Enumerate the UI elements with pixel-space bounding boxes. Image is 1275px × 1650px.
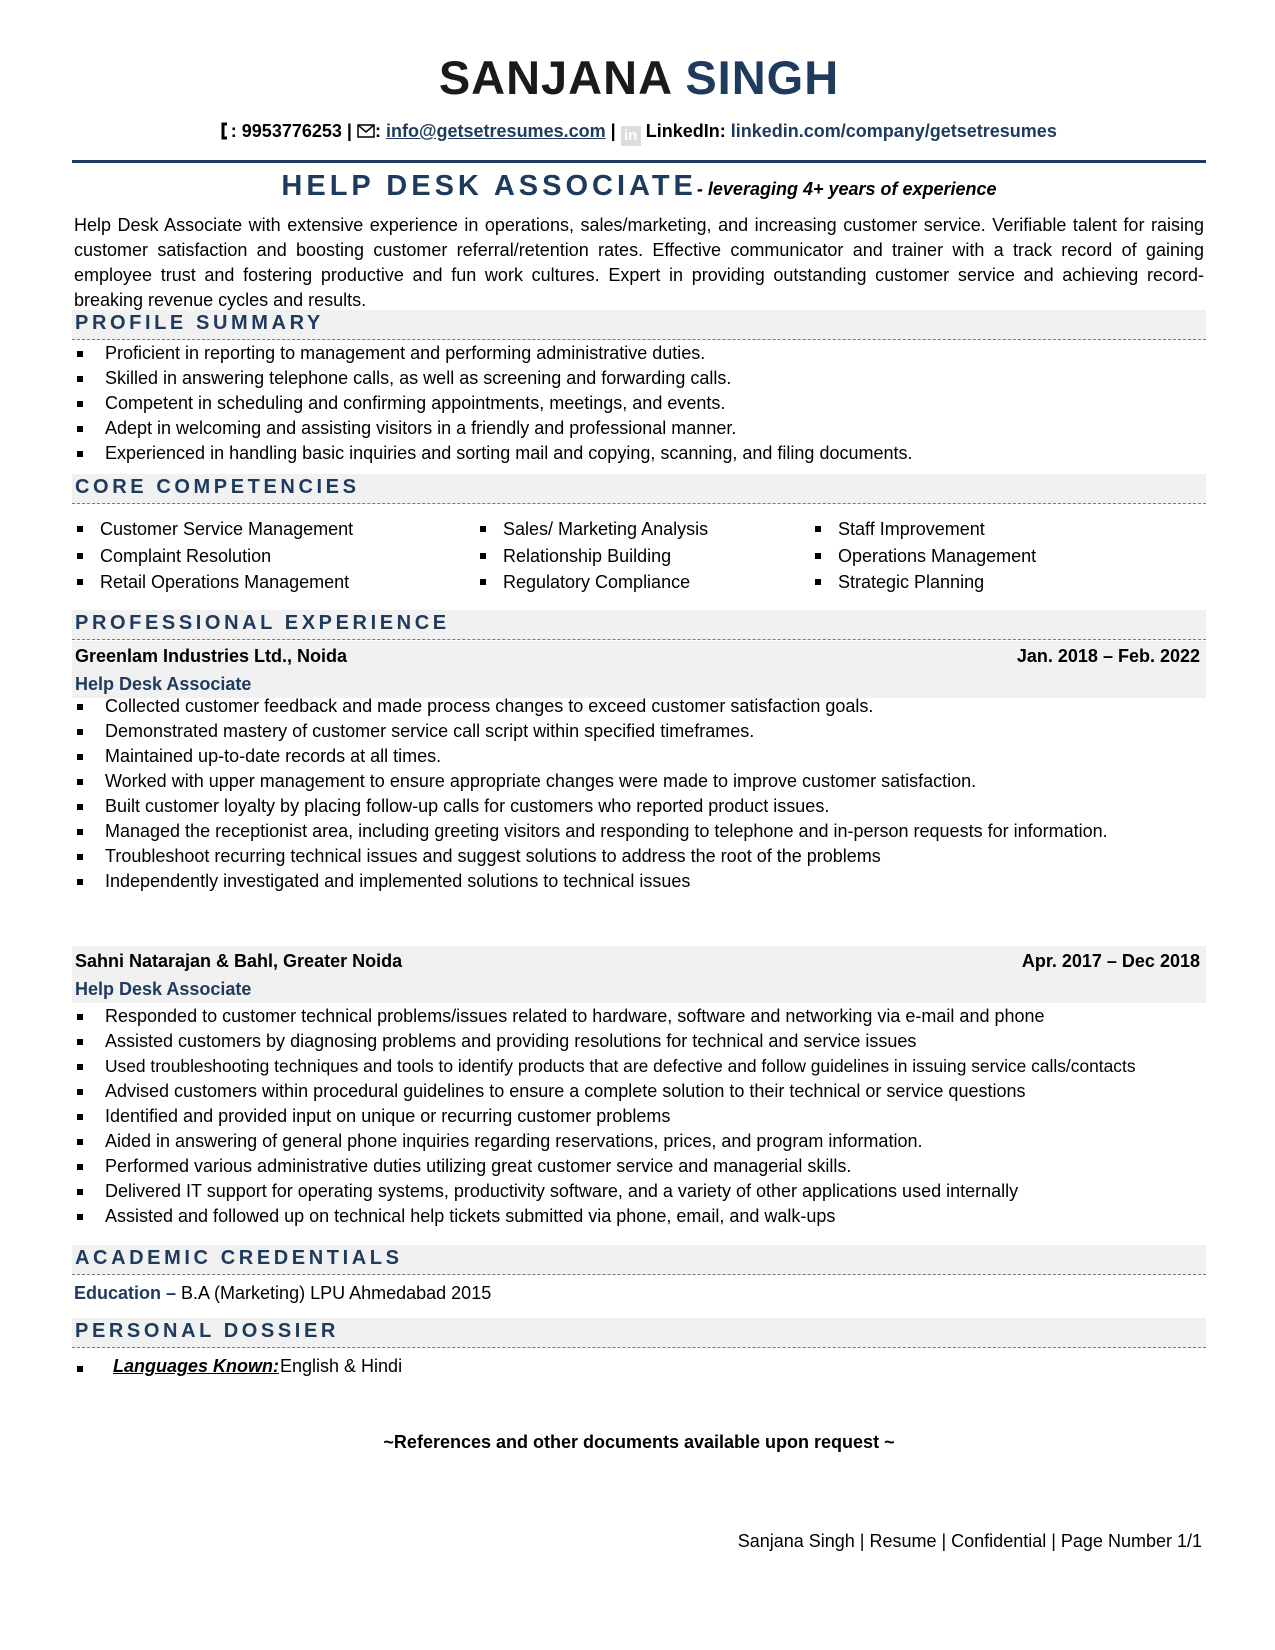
- section-academic-credentials: ACADEMIC CREDENTIALS: [72, 1245, 1206, 1275]
- job-1-list: [72, 694, 1206, 894]
- list-item: Staff Improvement: [810, 516, 1036, 543]
- profile-summary-list: [72, 341, 1206, 466]
- list-item: Relationship Building: [475, 543, 708, 570]
- section-core-competencies: CORE COMPETENCIES: [72, 474, 1206, 504]
- list-item: Complaint Resolution: [72, 543, 353, 570]
- last-name: SINGH: [685, 51, 840, 104]
- list-item: Built customer loyalty by placing follow-up calls for customers who reported product issues.: [72, 794, 1206, 819]
- phone-number: 9953776253: [241, 121, 342, 141]
- education-label: Education –: [74, 1283, 177, 1303]
- list-item: Collected customer feedback and made process changes to exceed customer satisfaction goals.: [72, 694, 1206, 719]
- list-item: Performed various administrative duties utilizing great customer service and managerial skills.: [72, 1154, 1206, 1179]
- job-role: Help Desk Associate: [75, 674, 252, 694]
- list-item: Used troubleshooting techniques and tools to identify products that are defective and follow guidelines in issuing service calls/contacts: [72, 1054, 1206, 1079]
- list-item: Assisted and followed up on technical help tickets submitted via phone, email, and walk-ups: [72, 1204, 1206, 1229]
- job-title: HELP DESK ASSOCIATE: [281, 170, 697, 202]
- list-item: Strategic Planning: [810, 569, 1036, 596]
- linkedin-icon: in: [621, 126, 641, 146]
- job-2-list: [72, 1004, 1206, 1229]
- summary-paragraph: Help Desk Associate with extensive experience in operations, sales/marketing, and increasing customer service. Verifiable talent for raising customer satisfaction and boosting customer referral/retention rates. Effective communicator and trainer with a track record of gaining employee trust and fostering productive and fun work cultures. Expert in providing outstanding customer service and achieving record-breaking revenue cycles and results.: [74, 215, 1204, 310]
- linkedin-link[interactable]: linkedin.com/company/getsetresumes: [730, 121, 1057, 141]
- list-item: Proficient in reporting to management and performing administrative duties.: [72, 341, 1206, 366]
- education-value: B.A (Marketing) LPU Ahmedabad 2015: [181, 1283, 492, 1303]
- job-header-1: [72, 641, 1206, 698]
- list-item: Aided in answering of general phone inquiries regarding reservations, prices, and program information.: [72, 1129, 1206, 1154]
- job-dates: Apr. 2017 – Dec 2018: [1021, 951, 1200, 971]
- list-item: Advised customers within procedural guidelines to ensure a complete solution to their technical or service questions: [72, 1079, 1206, 1104]
- list-item: Independently investigated and implemented solutions to technical issues: [72, 869, 1206, 894]
- education-line: [74, 1283, 491, 1304]
- list-item: Assisted customers by diagnosing problems and providing resolutions for technical and service issues: [72, 1029, 1206, 1054]
- competencies-col-3: [810, 516, 1036, 596]
- page-footer: Sanjana Singh | Resume | Confidential | Page Number 1/1: [737, 1531, 1202, 1551]
- mail-icon: [357, 122, 375, 140]
- list-item: Troubleshoot recurring technical issues and suggest solutions to address the root of the problems: [72, 844, 1206, 869]
- section-personal-dossier: PERSONAL DOSSIER: [72, 1318, 1206, 1348]
- job-role: Help Desk Associate: [75, 979, 252, 999]
- list-item: Experienced in handling basic inquiries and sorting mail and copying, scanning, and filing documents.: [72, 441, 1206, 466]
- company-name: Greenlam Industries Ltd., Noida: [75, 646, 348, 666]
- competencies-col-2: [475, 516, 708, 596]
- list-item: Regulatory Compliance: [475, 569, 708, 596]
- first-name: SANJANA: [438, 51, 672, 104]
- headline-tagline: leveraging 4+ years of experience: [707, 179, 997, 199]
- list-item: Managed the receptionist area, including greeting visitors and responding to telephone and in-person requests for information.: [72, 819, 1206, 844]
- list-item: Demonstrated mastery of customer service call script within specified timeframes.: [72, 719, 1206, 744]
- linkedin-label: LinkedIn:: [645, 121, 726, 141]
- headline: HELP DESK ASSOCIATE- leveraging 4+ years of experience: [281, 170, 997, 202]
- header-divider: [72, 160, 1206, 163]
- languages-value: English & Hindi: [280, 1356, 403, 1376]
- list-item: Customer Service Management: [72, 516, 353, 543]
- list-item: Retail Operations Management: [72, 569, 353, 596]
- list-item: Maintained up-to-date records at all times.: [72, 744, 1206, 769]
- list-item: Operations Management: [810, 543, 1036, 570]
- candidate-name: [72, 48, 1206, 108]
- list-item: Delivered IT support for operating systems, productivity software, and a variety of other applications used internally: [72, 1179, 1206, 1204]
- section-professional-experience: PROFESSIONAL EXPERIENCE: [72, 610, 1206, 640]
- bullet: [77, 1366, 83, 1372]
- list-item: Adept in welcoming and assisting visitors in a friendly and professional manner.: [72, 416, 1206, 441]
- list-item: Skilled in answering telephone calls, as well as screening and forwarding calls.: [72, 366, 1206, 391]
- contact-line: : 9953776253 | : info@getsetresumes.com | in LinkedIn: linkedin.com/company/getsetresumes: [72, 119, 1206, 143]
- list-item: Sales/ Marketing Analysis: [475, 516, 708, 543]
- languages-label: Languages Known:: [113, 1356, 279, 1376]
- list-item: Responded to customer technical problems/issues related to hardware, software and networking via e-mail and phone: [72, 1004, 1206, 1029]
- list-item: Competent in scheduling and confirming appointments, meetings, and events.: [72, 391, 1206, 416]
- company-name: Sahni Natarajan & Bahl, Greater Noida: [75, 951, 403, 971]
- section-profile-summary: PROFILE SUMMARY: [72, 310, 1206, 340]
- competencies-col-1: [72, 516, 353, 596]
- email-link[interactable]: info@getsetresumes.com: [385, 121, 606, 141]
- list-item: Identified and provided input on unique or recurring customer problems: [72, 1104, 1206, 1129]
- job-header-2: [72, 946, 1206, 1003]
- references-note: ~References and other documents available upon request ~: [383, 1432, 895, 1452]
- list-item: Worked with upper management to ensure appropriate changes were made to improve customer satisfaction.: [72, 769, 1206, 794]
- job-dates: Jan. 2018 – Feb. 2022: [1016, 646, 1200, 666]
